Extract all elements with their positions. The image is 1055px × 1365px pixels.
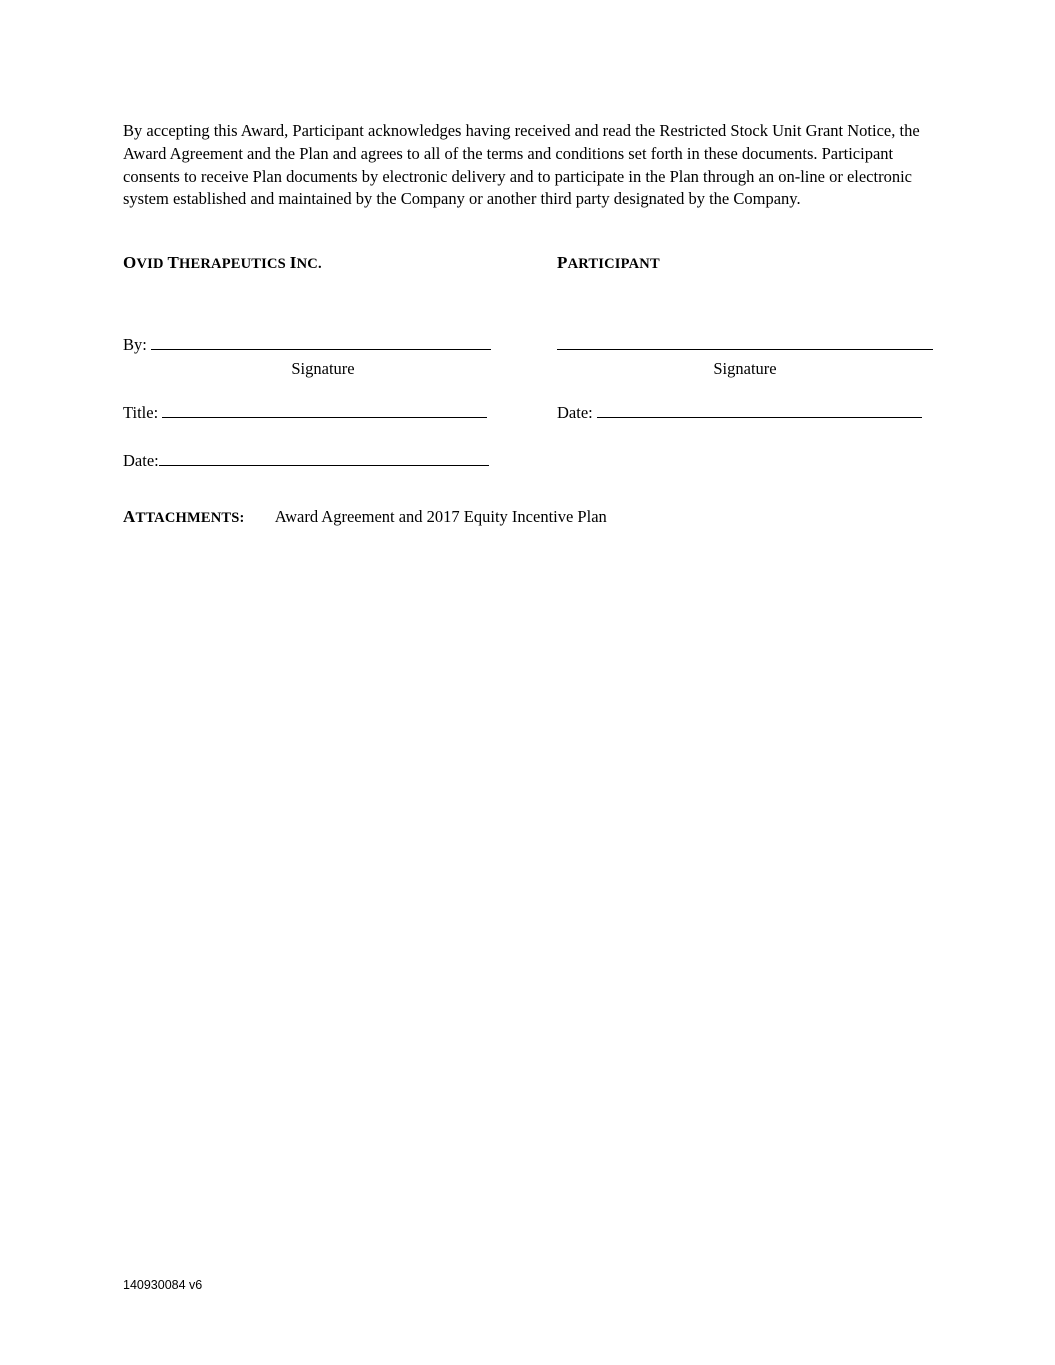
participant-heading-cap-p: P (557, 253, 568, 273)
attachments-row (123, 507, 933, 527)
title-date-row (123, 401, 933, 425)
attachments-value: Award Agreement and 2017 Equity Incentive Plan (274, 507, 607, 527)
participant-signature-line[interactable] (557, 333, 933, 350)
company-date-field[interactable] (123, 449, 523, 471)
participant-signature-caption: Signature (713, 359, 777, 379)
company-heading-cap-i: I (289, 253, 297, 273)
company-signature-line[interactable] (151, 333, 491, 350)
signature-line-row (123, 333, 933, 357)
participant-heading-rest: ARTICIPANT (567, 256, 660, 273)
participant-date-line[interactable] (597, 401, 922, 418)
company-signature-field[interactable] (123, 333, 523, 355)
signature-caption-row (123, 359, 933, 385)
company-heading-cap-o: O (123, 253, 137, 273)
company-title-field[interactable] (123, 401, 523, 423)
company-date-row (123, 449, 933, 473)
company-title-line[interactable] (162, 401, 487, 418)
by-label: By: (123, 335, 147, 355)
acknowledgement-paragraph: By accepting this Award, Participant acknowledges having received and read the Restricted Stock Unit Grant Notice, the Award Agreement and the Plan and agrees to all of the terms and conditions set forth in these documents. Participant consents to receive Plan documents by electronic delivery and to participate in the Plan through an on-line or electronic system established and maintained by the Company or another third party designated by the Company. (123, 121, 920, 209)
company-date-line[interactable] (159, 449, 489, 466)
company-heading-cap-t: T (167, 253, 179, 273)
company-heading-nc: NC. (296, 256, 322, 273)
company-heading-vid: VID (136, 256, 168, 273)
title-label: Title: (123, 403, 159, 423)
participant-heading (557, 253, 933, 273)
attachments-label-colon: : (239, 510, 245, 527)
company-heading-herapeutics: HERAPEUTICS (179, 256, 290, 273)
company-date-label: Date: (123, 451, 159, 471)
attachments-label (123, 507, 245, 527)
document-content (123, 120, 933, 527)
participant-signature-field[interactable] (557, 333, 933, 355)
attachments-label-rest: TTACHMENTS (135, 510, 240, 527)
company-signature-caption: Signature (291, 359, 355, 379)
signature-block (123, 253, 933, 473)
participant-date-field[interactable] (557, 401, 933, 423)
attachments-label-cap-a: A (123, 507, 136, 527)
document-footer: 140930084 v6 (123, 1278, 203, 1292)
signature-headings-row (123, 253, 933, 299)
participant-date-label: Date: (557, 403, 593, 423)
company-heading (123, 253, 523, 273)
